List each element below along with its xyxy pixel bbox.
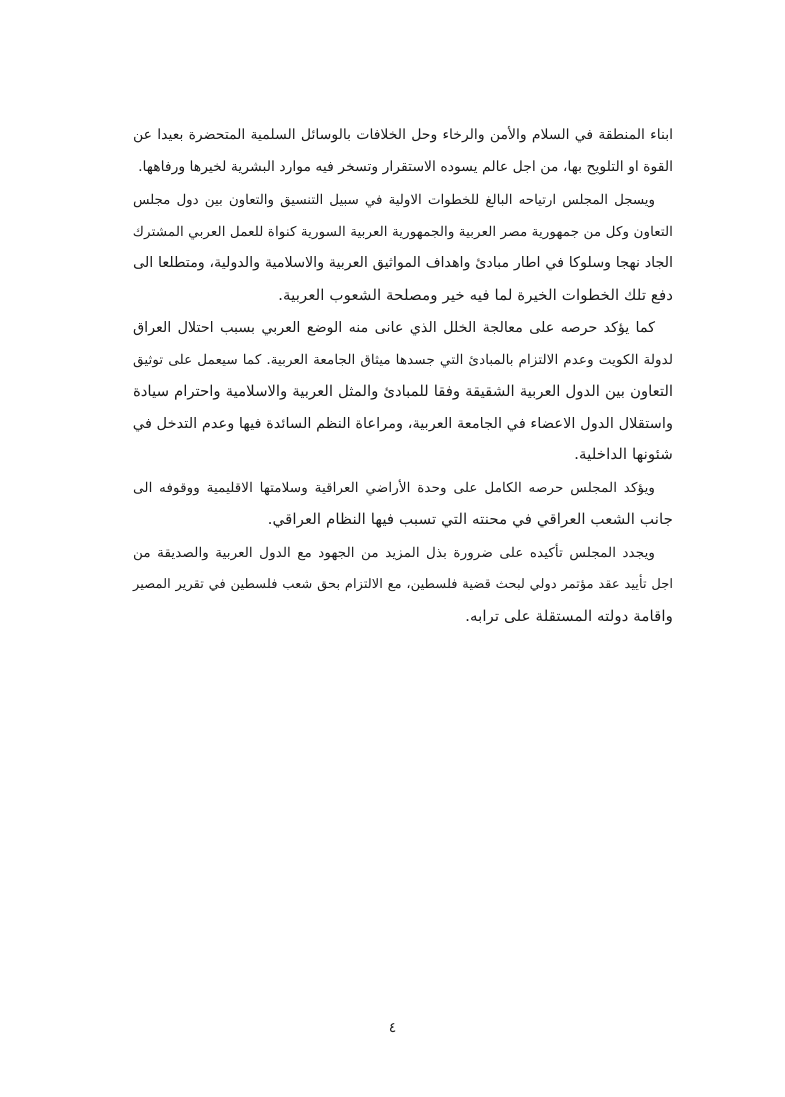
text-line: التعاون وكل من جمهورية مصر العربية والجمهورية العربية السورية كنواة للعمل العربي المشترك [132,223,673,240]
text-line: الجاد نهجا وسلوكا في اطار مبادئ واهداف المواثيق العربية والاسلامية والدولية، ومتطلعا الى [133,255,673,271]
paragraph-2 [133,185,673,311]
text-line: واستقلال الدول الاعضاء في الجامعة العربية، ومراعاة النظم السائدة فيها وعدم التدخل في [132,414,673,432]
text-line: القوة او التلويح بها، من اجل عالم يسوده الاستقرار وتسخر فيه موارد البشرية لخيرها ورفاهها. [138,158,673,175]
text-line: ويسجل المجلس ارتياحه البالغ للخطوات الاولية في سبيل التنسيق والتعاون بين دول مجلس [133,193,655,208]
text-line: ويؤكد المجلس حرصه الكامل على وحدة الأراضي العراقية وسلامتها الاقليمية ووقوفه الى [133,479,655,496]
text-line: دفع تلك الخطوات الخيرة لما فيه خير ومصلحة الشعوب العربية. [278,285,673,304]
text-line: واقامة دولته المستقلة على ترابه. [465,606,673,625]
paragraph-1 [133,120,673,183]
text-line: شئونها الداخلية. [574,445,673,463]
paragraph-5 [133,538,673,633]
paragraph-3 [133,313,673,471]
text-line: لدولة الكويت وعدم الالتزام بالمبادئ التي جسدها ميثاق الجامعة العربية. كما سيعمل على توثيق [133,351,673,368]
text-line: كما يؤكد حرصه على معالجة الخلل الذي عانى منه الوضع العربي بسبب احتلال العراق [133,320,655,336]
text-line: جانب الشعب العراقي في محنته التي تسبب فيها النظام العراقي. [267,510,673,528]
text-line: اجل تأييد عقد مؤتمر دولي لبحث قضية فلسطين، مع الالتزام بحق شعب فلسطين في تقرير المصير [133,577,673,592]
text-line: ابناء المنطقة في السلام والأمن والرخاء وحل الخلافات بالوسائل السلمية المتحضرة بعيدا عن [133,127,673,143]
text-line: التعاون بين الدول العربية الشقيقة وفقا للمبادئ والمثل العربية والاسلامية واحترام سيادة [133,382,673,400]
paragraph-4 [133,473,673,536]
body-text [133,120,673,632]
page-number: ٤ [388,1020,397,1036]
text-line: ويجدد المجلس تأكيده على ضرورة بذل المزيد من الجهود مع الدول العربية والصديقة من [133,544,655,561]
